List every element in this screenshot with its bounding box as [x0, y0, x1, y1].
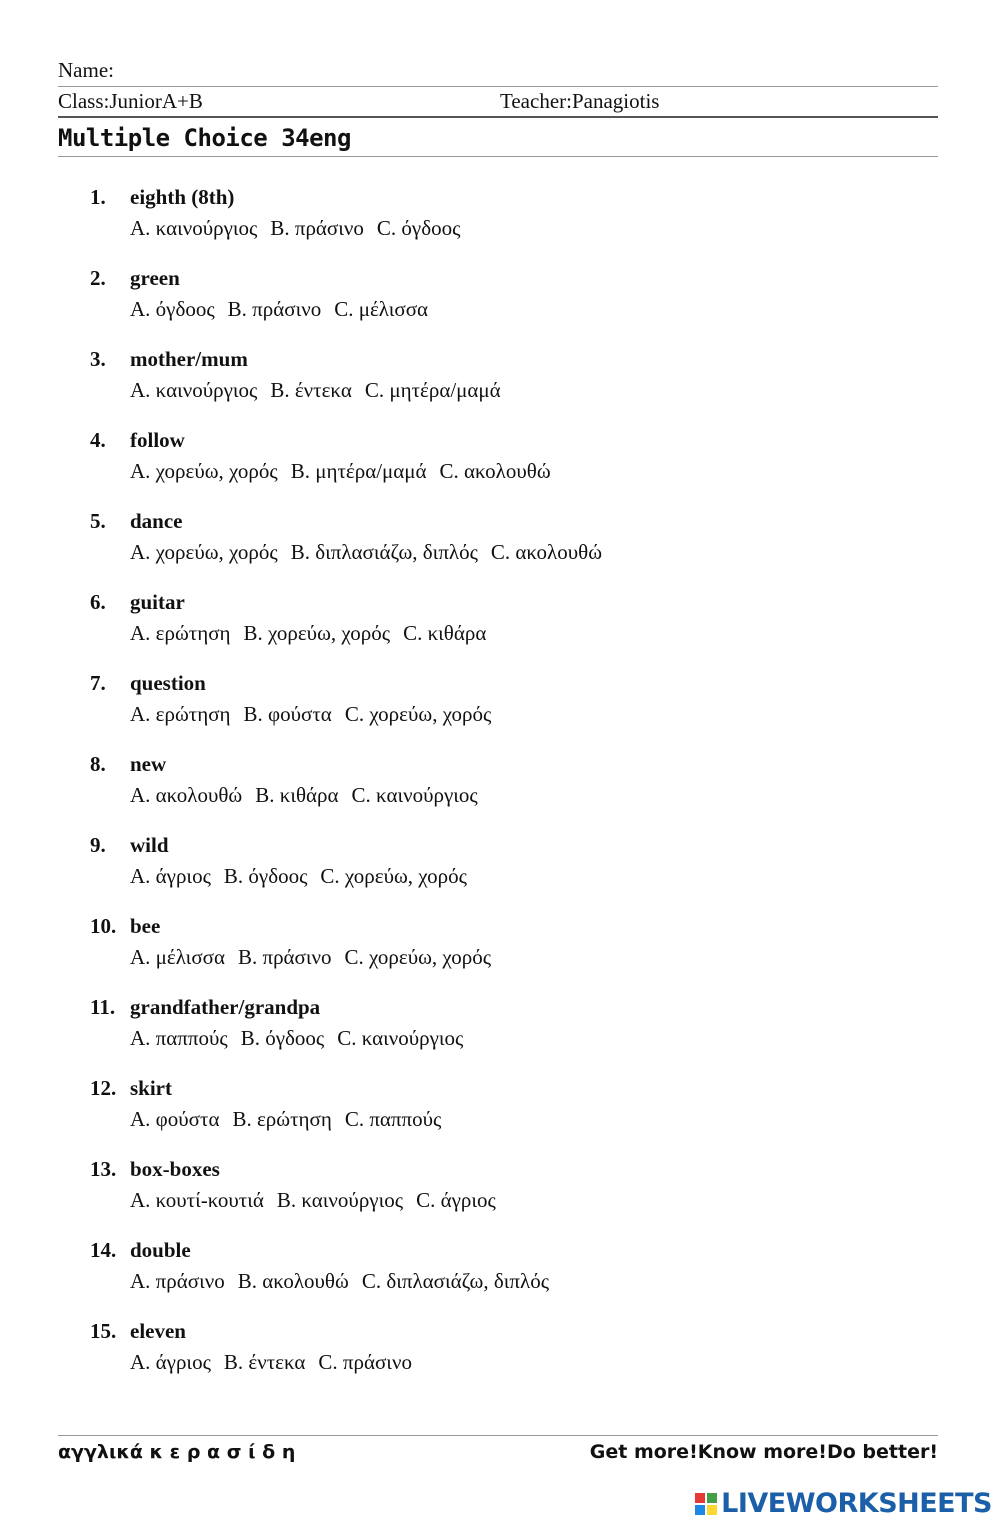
answer-option-a[interactable]: A. ερώτηση — [130, 621, 231, 645]
question-number: 4. — [90, 428, 106, 452]
question-item — [90, 1155, 950, 1236]
answer-option-c[interactable]: C. κιθάρα — [403, 621, 487, 645]
answer-option-b[interactable]: B. πράσινο — [227, 297, 322, 321]
question-item — [90, 183, 950, 264]
page-title: Multiple Choice 34eng — [58, 124, 351, 152]
answer-option-b[interactable]: B. όγδοος — [240, 1026, 325, 1050]
question-number: 2. — [90, 266, 106, 290]
question-item — [90, 264, 950, 345]
question-word: guitar — [130, 590, 185, 614]
question-item — [90, 507, 950, 588]
question-heading — [90, 1155, 950, 1186]
question-word: green — [130, 266, 180, 290]
question-number: 7. — [90, 671, 106, 695]
question-word: eighth (8th) — [130, 185, 235, 209]
answer-option-c[interactable]: C. μητέρα/μαμά — [364, 378, 501, 402]
question-word: dance — [130, 509, 183, 533]
question-list — [90, 183, 950, 1398]
question-word: eleven — [130, 1319, 186, 1343]
logo-square-red — [694, 1492, 706, 1504]
answer-option-c[interactable]: C. καινούργιος — [351, 783, 478, 807]
header-divider-1 — [58, 86, 938, 87]
answer-options — [130, 538, 950, 566]
answer-option-a[interactable]: A. ερώτηση — [130, 702, 231, 726]
answer-option-a[interactable]: A. χορεύω, χορός — [130, 540, 278, 564]
answer-options — [130, 943, 950, 971]
answer-options — [130, 1024, 950, 1052]
question-item — [90, 345, 950, 426]
answer-option-b[interactable]: B. όγδοος — [223, 864, 308, 888]
question-number: 1. — [90, 185, 106, 209]
answer-option-a[interactable]: A. όγδοος — [130, 297, 215, 321]
liveworksheets-logo-icon — [694, 1492, 718, 1516]
answer-option-a[interactable]: A. πράσινο — [130, 1269, 225, 1293]
question-item — [90, 1074, 950, 1155]
logo-square-green — [706, 1492, 718, 1504]
question-number: 8. — [90, 752, 106, 776]
question-item — [90, 669, 950, 750]
header-divider-2 — [58, 116, 938, 118]
answer-option-b[interactable]: B. κιθάρα — [255, 783, 339, 807]
answer-option-c[interactable]: C. χορεύω, χορός — [320, 864, 467, 888]
question-word: follow — [130, 428, 185, 452]
question-word: box-boxes — [130, 1157, 220, 1181]
answer-options — [130, 376, 950, 404]
question-number: 14. — [90, 1238, 117, 1262]
question-number: 12. — [90, 1076, 117, 1100]
question-word: grandfather/grandpa — [130, 995, 321, 1019]
question-word: mother/mum — [130, 347, 248, 371]
logo-square-blue — [694, 1504, 706, 1516]
question-word: new — [130, 752, 167, 776]
question-heading — [90, 507, 950, 538]
answer-option-c[interactable]: C. ακολουθώ — [490, 540, 603, 564]
question-heading — [90, 831, 950, 862]
question-item — [90, 1236, 950, 1317]
answer-option-b[interactable]: B. έντεκα — [270, 378, 352, 402]
answer-option-a[interactable]: A. χορεύω, χορός — [130, 459, 278, 483]
question-word: wild — [130, 833, 169, 857]
answer-option-c[interactable]: C. ακολουθώ — [439, 459, 551, 483]
question-number: 5. — [90, 509, 106, 533]
answer-option-b[interactable]: B. καινούργιος — [276, 1188, 404, 1212]
answer-options — [130, 295, 950, 323]
answer-option-b[interactable]: B. φούστα — [243, 702, 332, 726]
answer-option-a[interactable]: A. παππούς — [130, 1026, 228, 1050]
footer-divider — [58, 1435, 938, 1436]
question-number: 15. — [90, 1319, 117, 1343]
teacher-label: Teacher:Panagiotis — [500, 89, 660, 113]
question-word: skirt — [130, 1076, 172, 1100]
question-item — [90, 1317, 950, 1398]
question-word: double — [130, 1238, 191, 1262]
question-number: 6. — [90, 590, 106, 614]
question-word: bee — [130, 914, 161, 938]
liveworksheets-logo — [694, 1488, 992, 1519]
class-label: Class:JuniorA+B — [58, 89, 203, 113]
question-item — [90, 993, 950, 1074]
name-label: Name: — [58, 58, 114, 82]
answer-options — [130, 781, 950, 809]
answer-options — [130, 1105, 950, 1133]
question-item — [90, 588, 950, 669]
answer-option-c[interactable]: C. καινούργιος — [337, 1026, 464, 1050]
answer-option-b[interactable]: B. ερώτηση — [232, 1107, 332, 1131]
answer-options — [130, 1186, 950, 1214]
answer-options — [130, 862, 950, 890]
answer-options — [130, 457, 950, 485]
question-number: 3. — [90, 347, 106, 371]
question-word: question — [130, 671, 206, 695]
question-heading — [90, 183, 950, 214]
answer-options — [130, 1267, 950, 1295]
question-heading — [90, 993, 950, 1024]
answer-options — [130, 700, 950, 728]
answer-option-b[interactable]: B. διπλασιάζω, διπλός — [290, 540, 478, 564]
question-item — [90, 912, 950, 993]
question-heading — [90, 669, 950, 700]
liveworksheets-logo-text: LIVEWORKSHEETS — [721, 1488, 992, 1519]
answer-option-a[interactable]: A. καινούργιος — [130, 378, 258, 402]
logo-square-yellow — [706, 1504, 718, 1516]
question-heading — [90, 1317, 950, 1348]
answer-options — [130, 214, 950, 242]
question-number: 11. — [90, 995, 116, 1019]
question-heading — [90, 345, 950, 376]
answer-option-b[interactable]: B. μητέρα/μαμά — [290, 459, 427, 483]
answer-option-a[interactable]: A. καινούργιος — [130, 216, 258, 240]
question-heading — [90, 750, 950, 781]
answer-option-a[interactable]: A. άγριος — [130, 1350, 211, 1374]
answer-options — [130, 619, 950, 647]
question-item — [90, 750, 950, 831]
answer-option-b[interactable]: B. χορεύω, χορός — [243, 621, 391, 645]
answer-option-a[interactable]: A. ακολουθώ — [130, 783, 243, 807]
answer-option-c[interactable]: C. διπλασιάζω, διπλός — [361, 1269, 550, 1293]
answer-option-a[interactable]: A. άγριος — [130, 864, 211, 888]
answer-option-c[interactable]: C. μέλισσα — [334, 297, 429, 321]
answer-option-b[interactable]: B. πράσινο — [270, 216, 364, 240]
question-number: 9. — [90, 833, 106, 857]
footer-right-text: Get more!Know more!Do better! — [589, 1441, 938, 1463]
answer-option-c[interactable]: C. όγδοος — [376, 216, 461, 240]
title-divider — [58, 156, 938, 157]
answer-option-a[interactable]: A. φούστα — [130, 1107, 220, 1131]
question-heading — [90, 912, 950, 943]
answer-option-a[interactable]: A. κουτί-κουτιά — [130, 1188, 264, 1212]
answer-option-c[interactable]: C. πράσινο — [318, 1350, 412, 1374]
question-number: 13. — [90, 1157, 117, 1181]
answer-option-c[interactable]: C. παππούς — [344, 1107, 442, 1131]
answer-option-b[interactable]: B. ακολουθώ — [237, 1269, 349, 1293]
question-heading — [90, 1236, 950, 1267]
question-heading — [90, 426, 950, 457]
answer-option-c[interactable]: C. χορεύω, χορός — [344, 945, 492, 969]
answer-option-b[interactable]: B. έντεκα — [223, 1350, 306, 1374]
question-heading — [90, 588, 950, 619]
footer-left-text: αγγλικά κ ε ρ α σ ί δ η — [58, 1441, 296, 1463]
answer-option-b[interactable]: B. πράσινο — [237, 945, 332, 969]
question-heading — [90, 264, 950, 295]
answer-options — [130, 1348, 950, 1376]
answer-option-a[interactable]: A. μέλισσα — [130, 945, 225, 969]
question-item — [90, 831, 950, 912]
answer-option-c[interactable]: C. άγριος — [416, 1188, 496, 1212]
question-number: 10. — [90, 914, 117, 938]
question-heading — [90, 1074, 950, 1105]
question-item — [90, 426, 950, 507]
answer-option-c[interactable]: C. χορεύω, χορός — [344, 702, 492, 726]
